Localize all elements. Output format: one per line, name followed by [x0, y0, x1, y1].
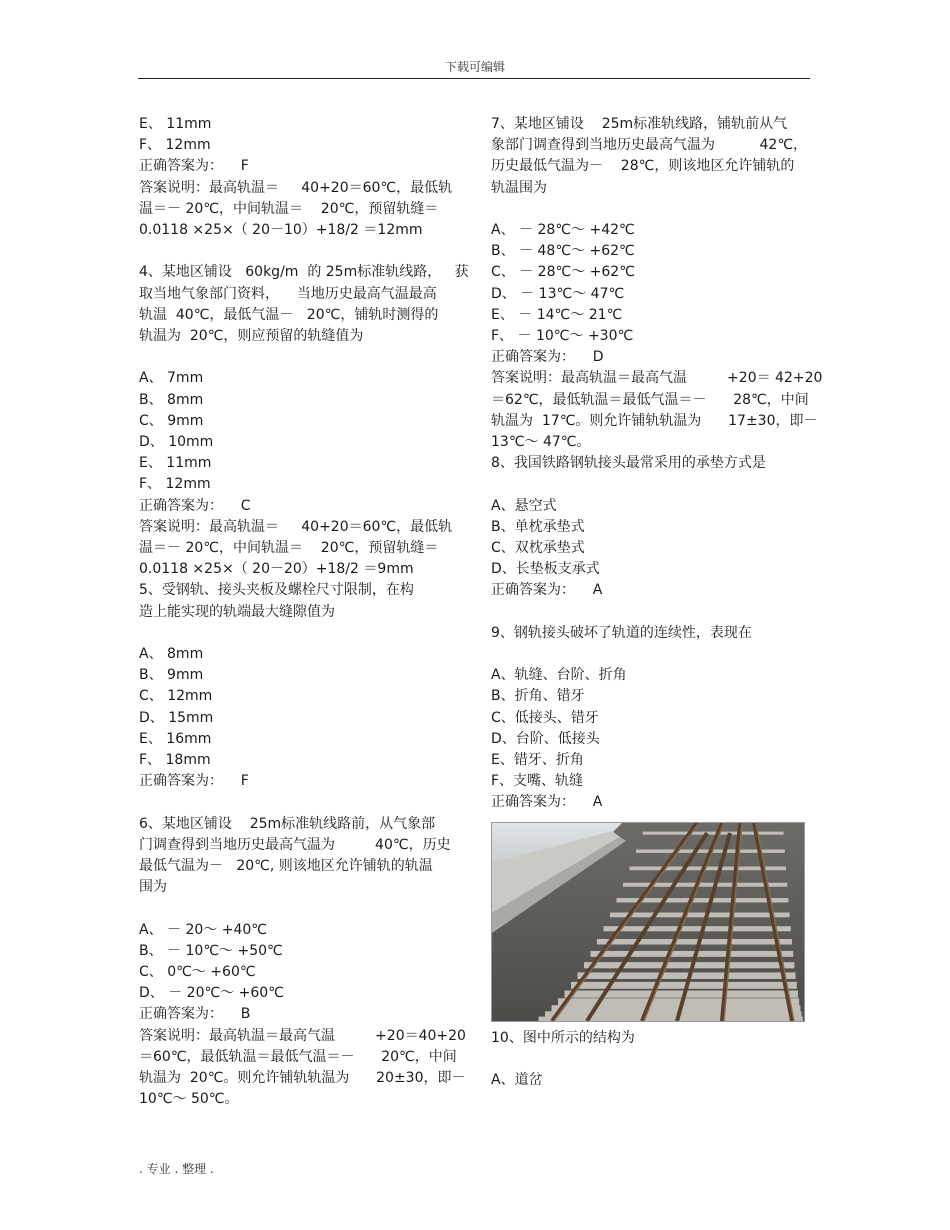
text-line: 答案说明：最高轨温＝ 40+20＝60℃，最低轨 [139, 518, 453, 535]
text-line: 答案说明：最高轨温＝最高气温 +20＝ 42+20 [491, 370, 823, 387]
text-line: B、 8mm [139, 391, 204, 408]
sleeper [610, 912, 790, 917]
text-line: A、轨缝、台阶、折角 [491, 667, 627, 684]
text-line: B、 － 48℃～ +62℃ [491, 243, 635, 260]
text-line: A、悬空式 [491, 497, 557, 514]
text-line: 5、受钢轨、接头夹板及螺栓尺寸限制，在构 [139, 582, 414, 599]
text-line: 13℃～ 47℃。 [491, 434, 591, 451]
blank-line [491, 644, 811, 665]
railway-turnout-photo [491, 822, 805, 1022]
text-line: 6、某地区铺设 25m标准轨线路前，从气象部 [139, 815, 436, 832]
sleeper [558, 998, 799, 1006]
text-line: 温＝－ 20℃，中间轨温＝ 20℃，预留轨缝＝ [139, 200, 439, 217]
text-line: A、 8mm [139, 646, 204, 663]
text-line: D、台阶、低接头 [491, 730, 600, 747]
text-line: E、 － 14℃～ 21℃ [491, 306, 623, 323]
blank-line [491, 474, 811, 495]
text-line: 10、图中所示的结构为 [491, 1029, 635, 1046]
text-line: 轨温为 20℃，则应预留的轨缝值为 [139, 328, 364, 345]
blank-line [491, 602, 811, 623]
text-line: C、 0℃～ +60℃ [139, 964, 256, 981]
text-line: D、 15mm [139, 709, 214, 726]
blank-line [139, 792, 461, 813]
text-line: E、 11mm [139, 116, 212, 132]
text-line: 正确答案为： A [491, 582, 603, 599]
text-line: 答案说明：最高轨温＝最高气温 +20＝40+20 [139, 1027, 466, 1044]
text-line: ＝62℃，最低轨温＝最低气温＝－ 28℃，中间 [491, 391, 809, 408]
left-column [139, 114, 469, 1110]
text-line: E、 11mm [139, 455, 212, 472]
text-line: A、道岔 [491, 1072, 543, 1089]
text-line: F、支嘴、轨缝 [491, 773, 584, 790]
text-line: D、长垫板支承式 [491, 561, 600, 578]
text-line: B、单枕承垫式 [491, 518, 585, 535]
sleeper [565, 990, 799, 997]
blank-line [139, 623, 461, 644]
text-line: ＝60℃，最低轨温＝最低气温＝－ 20℃，中间 [139, 1048, 457, 1065]
text-line: 0.0118 ×25×（ 20－10）+18/2 ＝12mm [139, 222, 423, 239]
text-line: C、低接头、错牙 [491, 709, 599, 726]
text-line: A、 7mm [139, 370, 204, 387]
text-line: 8、我国铁路钢轨接头最常采用的承垫方式是 [491, 455, 766, 472]
right-column-top-text [491, 114, 823, 814]
blank-line [139, 241, 461, 262]
sleeper [604, 926, 791, 931]
text-line: 正确答案为： B [139, 1006, 251, 1023]
text-line: 正确答案为： F [139, 158, 249, 175]
sleeper [571, 982, 797, 989]
text-line: 4、某地区铺设 60kg/m 的 25m标准轨线路， 获 [139, 264, 469, 281]
text-line: 门调查得到当地历史最高气温为 40℃，历史 [139, 836, 451, 853]
text-line: D、 10mm [139, 434, 214, 451]
text-line: 正确答案为： D [491, 349, 604, 366]
text-line: 象部门调查得到当地历史最高气温为 42℃， [491, 137, 808, 154]
text-line: C、双枕承垫式 [491, 540, 585, 557]
header-rule [138, 78, 810, 79]
sleeper [623, 882, 787, 886]
text-line: A、 － 28℃～ +42℃ [491, 222, 635, 238]
text-line: 10℃～ 50℃。 [139, 1091, 239, 1108]
sleeper [643, 831, 784, 834]
text-line: A、 － 20～ +40℃ [139, 921, 268, 938]
text-line: 轨温围为 [491, 179, 547, 196]
text-line: 历史最低气温为－ 28℃，则该地区允许铺轨的 [491, 158, 795, 175]
text-line: 0.0118 ×25×（ 20－20）+18/2 ＝9mm [139, 561, 414, 578]
text-line: E、 16mm [139, 730, 212, 747]
text-line: 轨温 40℃，最低气温－ 20℃，铺轨时测得的 [139, 306, 439, 323]
page-header-title: 下载可编辑 [444, 60, 505, 74]
text-line: B、 9mm [139, 667, 204, 684]
sleeper [597, 939, 792, 945]
text-line: 正确答案为： A [491, 794, 603, 811]
text-line: 正确答案为： C [139, 497, 251, 514]
text-line: 温＝－ 20℃，中间轨温＝ 20℃，预留轨缝＝ [139, 540, 439, 557]
text-line: 围为 [139, 879, 167, 896]
text-line: F、 － 10℃～ +30℃ [491, 328, 634, 345]
text-line: 轨温为 17℃。则允许铺轨轨温为 17±30，即－ [491, 412, 818, 429]
right-column [491, 114, 823, 1091]
text-line: E、错牙、折角 [491, 752, 584, 769]
sleeper [578, 972, 796, 979]
text-line: 9、钢轨接头破坏了轨道的连续性，表现在 [491, 624, 752, 641]
text-line: 答案说明：最高轨温＝ 40+20＝60℃，最低轨 [139, 179, 453, 196]
text-line: F、 12mm [139, 476, 211, 493]
text-line: 最低气温为－ 20℃, 则该地区允许铺轨的轨温 [139, 858, 433, 875]
sleeper [584, 962, 794, 968]
text-line: F、 18mm [139, 752, 211, 769]
text-line: 7、某地区铺设 25m标准轨线路，铺轨前从气 [491, 116, 788, 132]
text-line: C、 － 28℃～ +62℃ [491, 264, 635, 281]
blank-line [491, 199, 811, 220]
text-line: D、 － 20℃～ +60℃ [139, 985, 284, 1002]
text-line: B、 － 10℃～ +50℃ [139, 942, 283, 959]
text-line: B、折角、错牙 [491, 688, 585, 705]
right-column-bottom-text [491, 1028, 811, 1092]
blank-line [139, 898, 461, 919]
text-line: C、 12mm [139, 688, 213, 705]
text-line: F、 12mm [139, 137, 211, 154]
text-line: 轨温为 20℃。则允许铺轨轨温为 20±30，即－ [139, 1070, 466, 1087]
blank-line [139, 347, 461, 368]
page-footer: . 专业 . 整理 . [139, 1162, 214, 1176]
blank-line [491, 1049, 811, 1070]
text-line: D、 － 13℃～ 47℃ [491, 285, 625, 302]
sleeper [591, 951, 794, 957]
text-line: 造上能实现的轨端最大缝隙值为 [139, 603, 335, 620]
sleeper [552, 1005, 801, 1013]
text-line: 取当地气象部门资料， 当地历史最高气温最高 [139, 285, 437, 302]
text-line: 正确答案为： F [139, 773, 249, 790]
text-line: C、 9mm [139, 412, 204, 429]
